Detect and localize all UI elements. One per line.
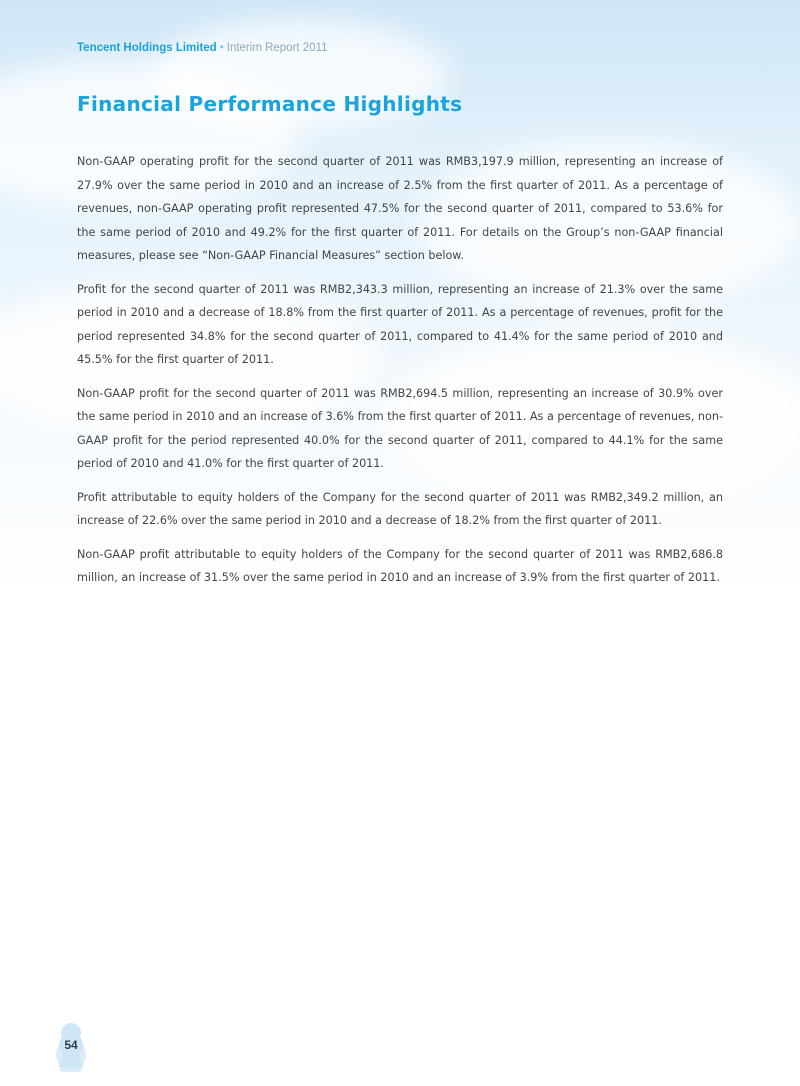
company-name: Tencent Holdings Limited (77, 42, 217, 54)
header-separator: • (219, 42, 224, 54)
page-title: Financial Performance Highlights (77, 92, 463, 116)
paragraph-non-gaap-operating-profit: Non-GAAP operating profit for the second quarter of 2011 was RMB3,197.9 million, representing an increase of 27.9% over the same period in 2010 and an increase of 2.5% from the first quarter of 2011. As a percentage of revenues, non-GAAP operating profit represented 47.5% for the second quarter of 2011, compared to 53.6% for the same period of 2010 and 49.2% for the first quarter of 2011. For details on the Group’s non-GAAP financial measures, please see “Non-GAAP Financial Measures” section below. (77, 155, 723, 262)
paragraph-profit: Profit for the second quarter of 2011 was RMB2,343.3 million, representing an increase of 21.3% over the same period in 2010 and a decrease of 18.8% from the first quarter of 2011. As a percentage of revenues, profit for the period represented 34.8% for the second quarter of 2011, compared to 41.4% for the same period of 2010 and 45.5% for the first quarter of 2011. (77, 282, 723, 366)
report-name: Interim Report 2011 (226, 42, 328, 54)
page-number: 54 (64, 1038, 78, 1052)
paragraph-non-gaap-profit-attributable: Non-GAAP profit attributable to equity holders of the Company for the second quarter of 2011 was RMB2,686.8 million, an increase of 31.5% over the same period in 2010 and an increase of 3.9% from the first quarter of 2011. (77, 547, 723, 584)
body-text (77, 150, 723, 600)
paragraph-non-gaap-profit: Non-GAAP profit for the second quarter of 2011 was RMB2,694.5 million, representing an increase of 30.9% over the same period in 2010 and an increase of 3.6% from the first quarter of 2011. As a percentage of revenues, non-GAAP profit for the period represented 40.0% for the second quarter of 2011, compared to 44.1% for the same period of 2010 and 41.0% for the first quarter of 2011. (77, 386, 723, 470)
page-number-badge (56, 1022, 86, 1072)
paragraph-profit-attributable: Profit attributable to equity holders of the Company for the second quarter of 2011 was RMB2,349.2 million, an increase of 22.6% over the same period in 2010 and a decrease of 18.2% from the first quarter of 2011. (77, 490, 723, 527)
running-header (77, 41, 328, 55)
